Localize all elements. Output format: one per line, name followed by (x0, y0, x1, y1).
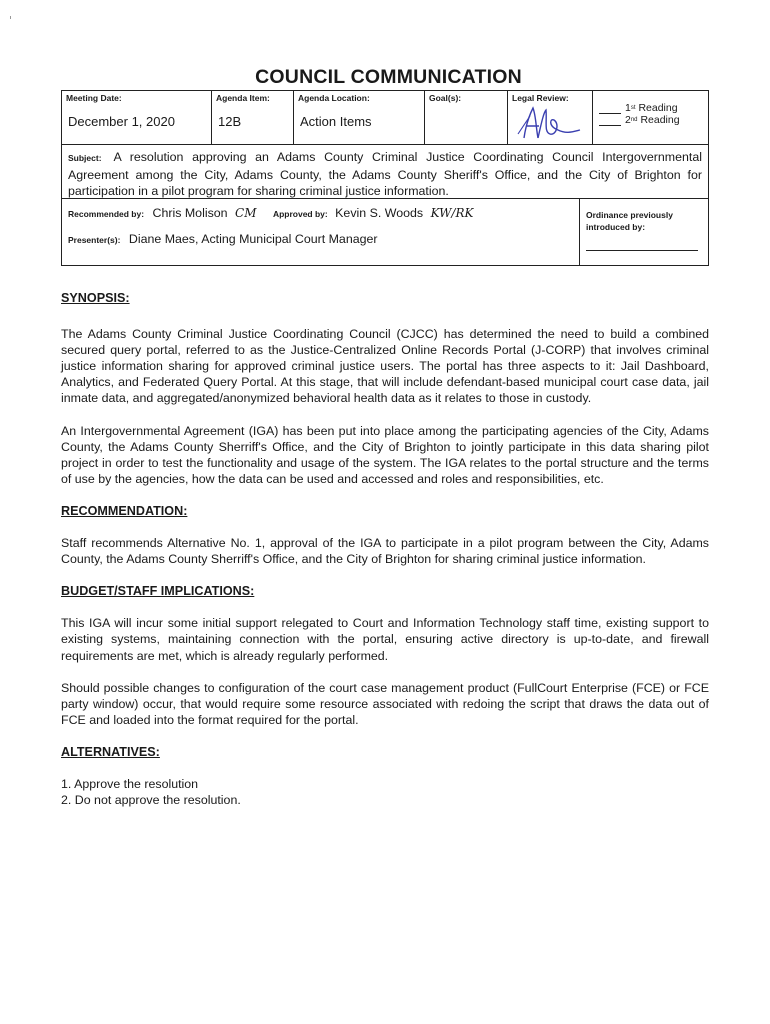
ordinance-label-line1: Ordinance previously (586, 210, 673, 220)
approval-cell (62, 199, 580, 265)
list-item: 1. Approve the resolution (61, 776, 199, 791)
approved-by-name: Kevin S. Woods (335, 206, 424, 220)
budget-paragraph-2: Should possible changes to configuration of the court case management product (FullCourt Enterprise (FCE) or FCE party window) occur, that would require some resource associated with redoing the script that draws the data out of FCE and loaded into the format required for the portal. (61, 680, 709, 727)
header-table (61, 90, 709, 266)
second-reading-word: Reading (640, 114, 680, 126)
legal-review-label: Legal Review: (512, 93, 569, 103)
legal-review-signature (514, 104, 586, 142)
presenters-line (68, 230, 378, 248)
presenters-name: Diane Maes, Acting Municipal Court Manager (128, 232, 378, 246)
budget-paragraph-1: This IGA will incur some initial support relegated to Court and Information Technology staff time, existing support to existing systems, maintaining connection with the portal, ensuring active directory is up-to-date, and firewall requirements are met, which is already regularly performed. (61, 616, 709, 663)
agenda-item-value: 12B (218, 114, 242, 129)
subject-text: A resolution approving an Adams County Criminal Justice Coordinating Council Intergovernmental Agreement among the City, Adams County, the Adams County Sheriff's Office, and the City of Brighton for participation in a pilot program for sharing criminal justice information. (68, 150, 702, 198)
first-reading-num: 1 (625, 102, 631, 114)
recommended-approved-line (68, 204, 473, 222)
agenda-location-value: Action Items (300, 114, 372, 129)
header-row-meeting (62, 91, 708, 145)
second-reading-num: 2 (625, 114, 631, 126)
presenters-label: Presenter(s): (68, 235, 121, 245)
meeting-date-value: December 1, 2020 (68, 114, 175, 129)
alternatives-list (61, 776, 709, 808)
scan-mark (10, 16, 11, 19)
meeting-date-label: Meeting Date: (66, 93, 122, 103)
alternatives-heading: ALTERNATIVES: (61, 744, 160, 759)
reading-options (599, 102, 680, 126)
goals-cell (425, 91, 508, 144)
agenda-location-label: Agenda Location: (298, 93, 370, 103)
approved-by-label: Approved by: (272, 209, 328, 219)
first-reading-word: Reading (638, 102, 678, 114)
recommended-by-name: Chris Molison (152, 206, 228, 220)
first-reading-line (599, 102, 680, 114)
approved-by-initials: KW/RK (430, 206, 474, 220)
ordinance-label (586, 209, 673, 233)
agenda-item-cell (212, 91, 294, 144)
recommendation-paragraph: Staff recommends Alternative No. 1, approval of the IGA to participate in a pilot program between the City, Adams County, the Adams County Sherriff's Office, and the City of Brighton for sharing criminal justice information. (61, 536, 709, 567)
second-reading-blank (599, 115, 621, 126)
page-title: COUNCIL COMMUNICATION (255, 66, 522, 88)
agenda-location-cell (294, 91, 425, 144)
ordinance-blank (586, 250, 698, 251)
legal-review-cell (508, 91, 593, 144)
reading-cell (593, 91, 708, 144)
agenda-item-label: Agenda Item: (216, 93, 270, 103)
goals-label: Goal(s): (429, 93, 462, 103)
subject-label: Subject: (68, 153, 102, 163)
first-reading-sup: st (630, 105, 636, 111)
approval-row (62, 199, 708, 265)
ordinance-label-line2: introduced by: (586, 222, 646, 232)
synopsis-paragraph-1: The Adams County Criminal Justice Coordinating Council (CJCC) has determined the need to build a combined secured query portal, referred to as the Justice-Centralized Online Records Portal (J-CORP) that involves criminal justice information sharing for approved criminal justice users. The portal has three aspects to it: Jail Dashboard, Analytics, and Federated Query Portal. At this stage, that will include defendant-based municipal court case data, jail inmate data, and aggregated/anonymized behavioral health data as it relates to those in custody. (61, 327, 709, 406)
subject-row (62, 145, 708, 199)
ordinance-cell (580, 199, 708, 265)
budget-heading: BUDGET/STAFF IMPLICATIONS: (61, 584, 255, 599)
synopsis-heading: SYNOPSIS: (61, 291, 130, 305)
meeting-date-cell (62, 91, 212, 144)
document-body (61, 290, 709, 808)
list-item: 2. Do not approve the resolution. (61, 793, 241, 808)
recommended-by-initials: CM (235, 206, 257, 220)
first-reading-blank (599, 103, 621, 114)
second-reading-line (599, 114, 680, 126)
recommended-by-label: Recommended by: (68, 209, 145, 219)
recommendation-heading: RECOMMENDATION: (61, 503, 188, 518)
second-reading-sup: nd (630, 117, 638, 123)
synopsis-paragraph-2: An Intergovernmental Agreement (IGA) has been put into place among the participating agencies of the City, Adams County, the Adams County Sherriff's Office, and the City of Brighton to jointly participate in this data sharing pilot project in order to test the functionality and usage of the system. The IGA relates to the portal structure and the terms of use by the agencies, how the data can be used and accessed and roles and responsibilities, etc. (61, 423, 709, 486)
